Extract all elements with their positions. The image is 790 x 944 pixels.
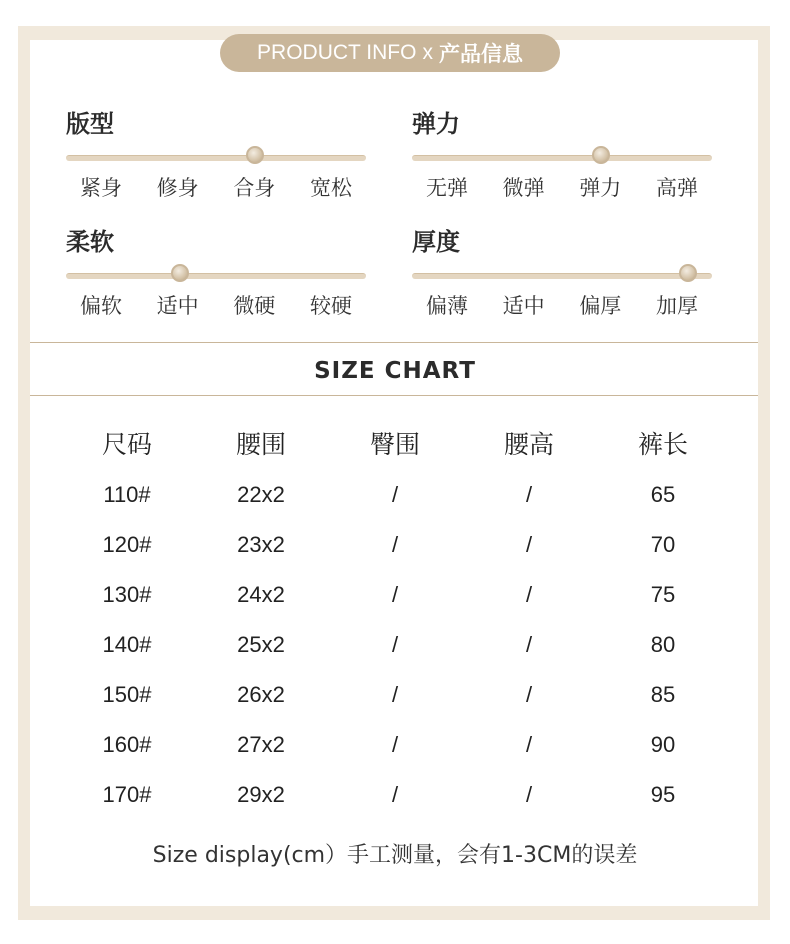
level-labels xyxy=(412,290,712,320)
table-cell: / xyxy=(525,732,533,757)
column-header: 腰高 xyxy=(503,430,554,459)
level-label: 较硬 xyxy=(309,294,352,318)
attribute-title: 厚度 xyxy=(412,228,460,256)
table-cell: 90 xyxy=(650,732,676,757)
column-header: 裤长 xyxy=(637,430,688,459)
table-row xyxy=(60,670,730,720)
table-cell: / xyxy=(391,682,399,707)
table-cell: / xyxy=(391,732,399,757)
table-cell: 80 xyxy=(650,632,676,657)
table-cell: 29x2 xyxy=(237,782,285,807)
table-cell: / xyxy=(391,782,399,807)
slider-knob xyxy=(246,146,264,164)
level-label: 宽松 xyxy=(309,176,352,200)
divider-bottom xyxy=(30,395,758,396)
level-label: 紧身 xyxy=(80,176,122,200)
level-labels xyxy=(66,172,366,202)
slider-track xyxy=(66,155,366,161)
column-header: 腰围 xyxy=(235,430,286,459)
level-label: 适中 xyxy=(502,294,545,318)
header-cn: 产品信息 xyxy=(438,42,523,66)
measurement-note: Size display(cm）手工测量，会有1-3CM的误差 xyxy=(152,843,638,868)
level-label: 微弹 xyxy=(502,176,545,200)
attribute-slider xyxy=(66,264,366,288)
table-cell: 85 xyxy=(650,682,676,707)
table-cell: / xyxy=(525,482,533,507)
table-row xyxy=(60,770,730,820)
table-cell: 23x2 xyxy=(237,532,285,557)
attribute-slider xyxy=(412,146,712,170)
table-cell: / xyxy=(391,532,399,557)
table-row xyxy=(60,470,730,520)
attribute-elasticity xyxy=(412,104,712,202)
level-label: 偏薄 xyxy=(426,294,468,318)
level-label: 偏软 xyxy=(80,294,122,318)
level-labels xyxy=(66,290,366,320)
table-cell: 24x2 xyxy=(237,582,285,607)
table-cell: / xyxy=(525,782,533,807)
level-label: 修身 xyxy=(156,176,199,200)
table-cell: 26x2 xyxy=(237,682,285,707)
level-label: 微硬 xyxy=(233,294,276,318)
size-chart-body xyxy=(60,470,730,820)
divider-top xyxy=(30,342,758,343)
table-cell: 22x2 xyxy=(237,482,285,507)
size-chart-table xyxy=(60,416,730,820)
table-cell: / xyxy=(391,582,399,607)
table-row xyxy=(60,520,730,570)
attribute-title: 柔软 xyxy=(66,228,114,256)
attribute-title: 版型 xyxy=(66,110,114,138)
table-cell: 75 xyxy=(650,582,676,607)
level-label: 弹力 xyxy=(579,176,622,200)
attribute-title: 弹力 xyxy=(412,110,460,138)
table-cell: 130# xyxy=(102,582,152,607)
level-label: 偏厚 xyxy=(579,294,622,318)
slider-track xyxy=(412,155,712,161)
header-separator: x xyxy=(422,41,433,64)
table-header-row xyxy=(60,416,730,470)
table-cell: 160# xyxy=(102,732,152,757)
table-cell: 70 xyxy=(650,532,676,557)
attribute-slider xyxy=(66,146,366,170)
table-cell: 150# xyxy=(102,682,152,707)
table-cell: 27x2 xyxy=(237,732,285,757)
level-labels xyxy=(412,172,712,202)
attribute-thickness xyxy=(412,222,712,320)
level-label: 适中 xyxy=(156,294,199,318)
table-cell: / xyxy=(525,682,533,707)
size-chart-title: SIZE CHART xyxy=(314,358,476,384)
attribute-softness xyxy=(66,222,366,320)
column-header: 臀围 xyxy=(369,430,420,459)
level-label: 合身 xyxy=(233,176,276,200)
table-row xyxy=(60,720,730,770)
attribute-slider xyxy=(412,264,712,288)
table-row xyxy=(60,620,730,670)
slider-knob xyxy=(592,146,610,164)
slider-track xyxy=(66,273,366,279)
table-cell: / xyxy=(525,582,533,607)
table-cell: 140# xyxy=(102,632,152,657)
column-header: 尺码 xyxy=(101,430,152,459)
table-cell: / xyxy=(525,632,533,657)
table-cell: 95 xyxy=(650,782,676,807)
attribute-fit xyxy=(66,104,366,202)
slider-knob xyxy=(171,264,189,282)
table-cell: / xyxy=(391,632,399,657)
level-label: 加厚 xyxy=(655,294,698,318)
table-cell: 170# xyxy=(102,782,152,807)
table-cell: 120# xyxy=(102,532,152,557)
table-cell: 25x2 xyxy=(237,632,285,657)
slider-knob xyxy=(679,264,697,282)
table-cell: / xyxy=(525,532,533,557)
table-cell: 65 xyxy=(650,482,676,507)
table-cell: 110# xyxy=(103,482,151,507)
table-row xyxy=(60,570,730,620)
table-cell: / xyxy=(391,482,399,507)
level-label: 无弹 xyxy=(426,176,468,200)
level-label: 高弹 xyxy=(655,176,698,200)
product-info-header xyxy=(220,34,560,72)
header-en: PRODUCT INFO xyxy=(257,41,417,64)
slider-track xyxy=(412,273,712,279)
